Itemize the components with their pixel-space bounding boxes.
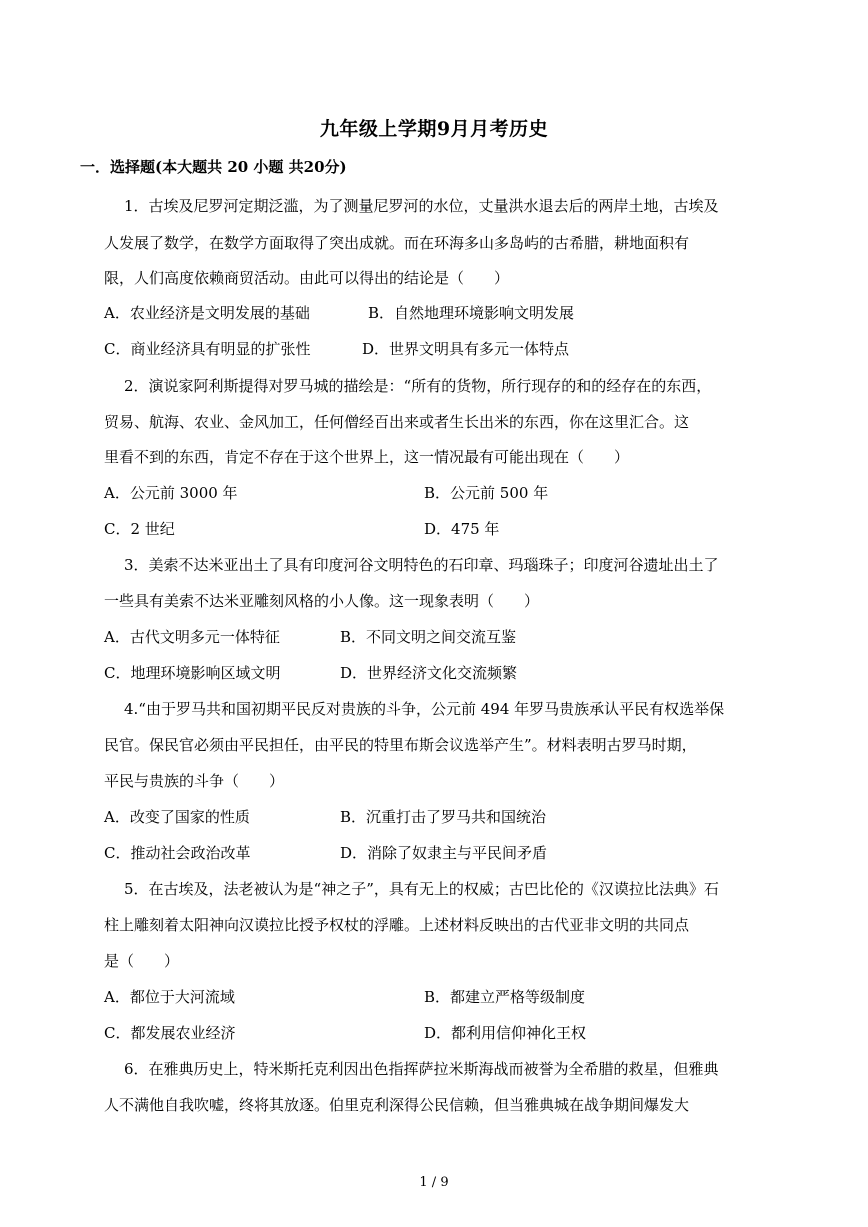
question-6-line-2: 人不满他自我吹嘘，终将其放逐。伯里克利深得公民信赖，但当雅典城在战争期间爆发大: [104, 1096, 690, 1114]
question-2-option-d[interactable]: D．475 年: [424, 520, 500, 538]
question-4-option-a[interactable]: A．改变了国家的性质: [104, 808, 250, 826]
question-1-option-a[interactable]: A．农业经济是文明发展的基础: [104, 304, 310, 322]
question-2-line-2: 贸易、航海、农业、金风加工，任何僧经百出来或者生长出米的东西，你在这里汇合。这: [104, 413, 690, 431]
question-4-line-2: 民官。保民官必须由平民担任，由平民的特里布斯会议选举产生”。材料表明古罗马时期，: [104, 736, 697, 754]
question-4-option-c[interactable]: C．推动社会政治改革: [104, 844, 251, 862]
question-5-option-c[interactable]: C．都发展农业经济: [104, 1024, 236, 1042]
page-number: 1 / 9: [419, 1175, 449, 1190]
question-3-option-a[interactable]: A．古代文明多元一体特征: [104, 628, 280, 646]
question-1-line-3: 限，人们高度依赖商贸活动。由此可以得出的结论是（ ）: [104, 269, 510, 287]
question-1-option-b[interactable]: B．自然地理环境影响文明发展: [368, 304, 575, 322]
page-title: 九年级上学期9月月考历史: [319, 118, 549, 140]
question-1-option-d[interactable]: D．世界文明具有多元一体特点: [362, 340, 570, 358]
question-3-option-b[interactable]: B．不同文明之间交流互鉴: [340, 628, 517, 646]
question-5-option-a[interactable]: A．都位于大河流域: [104, 988, 235, 1006]
question-4-line-3: 平民与贵族的斗争（ ）: [104, 772, 285, 790]
question-5-line-2: 柱上雕刻着太阳神向汉谟拉比授予权杖的浮雕。上述材料反映出的古代亚非文明的共同点: [104, 916, 690, 934]
question-2-line-1: 2．演说家阿利斯提得对罗马城的描绘是：“所有的货物，所行现存的和的经存在的东西，: [124, 377, 712, 395]
question-2-option-c[interactable]: C．2 世纪: [104, 520, 175, 538]
question-3-option-d[interactable]: D．世界经济文化交流频繁: [340, 664, 518, 682]
question-4-line-1: 4.“由于罗马共和国初期平民反对贵族的斗争，公元前 494 年罗马贵族承认平民有权选举保: [124, 700, 725, 718]
question-3-option-c[interactable]: C．地理环境影响区域文明: [104, 664, 281, 682]
question-5-line-1: 5．在古埃及，法老被认为是“神之子”，具有无上的权威；古巴比伦的《汉谟拉比法典》石: [124, 880, 719, 898]
question-4-option-d[interactable]: D．消除了奴隶主与平民间矛盾: [340, 844, 548, 862]
question-2-line-3: 里看不到的东西，肯定不存在于这个世界上，这一情况最有可能出现在（ ）: [104, 448, 630, 466]
question-4-option-b[interactable]: B．沉重打击了罗马共和国统治: [340, 808, 547, 826]
question-3-line-1: 3．美索不达米亚出土了具有印度河谷文明特色的石印章、玛瑙珠子；印度河谷遗址出土了: [124, 556, 719, 574]
question-5-option-d[interactable]: D．都利用信仰神化王权: [424, 1024, 587, 1042]
question-2-option-b[interactable]: B．公元前 500 年: [424, 484, 549, 502]
question-1-line-1: 1．古埃及尼罗河定期泛滥，为了测量尼罗河的水位，丈量洪水退去后的两岸土地，古埃及: [124, 197, 719, 215]
question-1-line-2: 人发展了数学，在数学方面取得了突出成就。而在环海多山多岛屿的古希腊，耕地面积有: [104, 234, 690, 252]
question-3-line-2: 一些具有美索不达米亚雕刻风格的小人像。这一现象表明（ ）: [104, 592, 540, 610]
question-5-option-b[interactable]: B．都建立严格等级制度: [424, 988, 586, 1006]
question-6-line-1: 6．在雅典历史上，特米斯托克利因出色指挥萨拉米斯海战而被誉为全希腊的救星，但雅典: [124, 1060, 719, 1078]
question-2-option-a[interactable]: A．公元前 3000 年: [104, 484, 238, 502]
question-5-line-3: 是（ ）: [104, 952, 180, 970]
question-1-option-c[interactable]: C．商业经济具有明显的扩张性: [104, 340, 311, 358]
section-heading: 一．选择题(本大题共 20 小题 共20分): [80, 158, 347, 176]
